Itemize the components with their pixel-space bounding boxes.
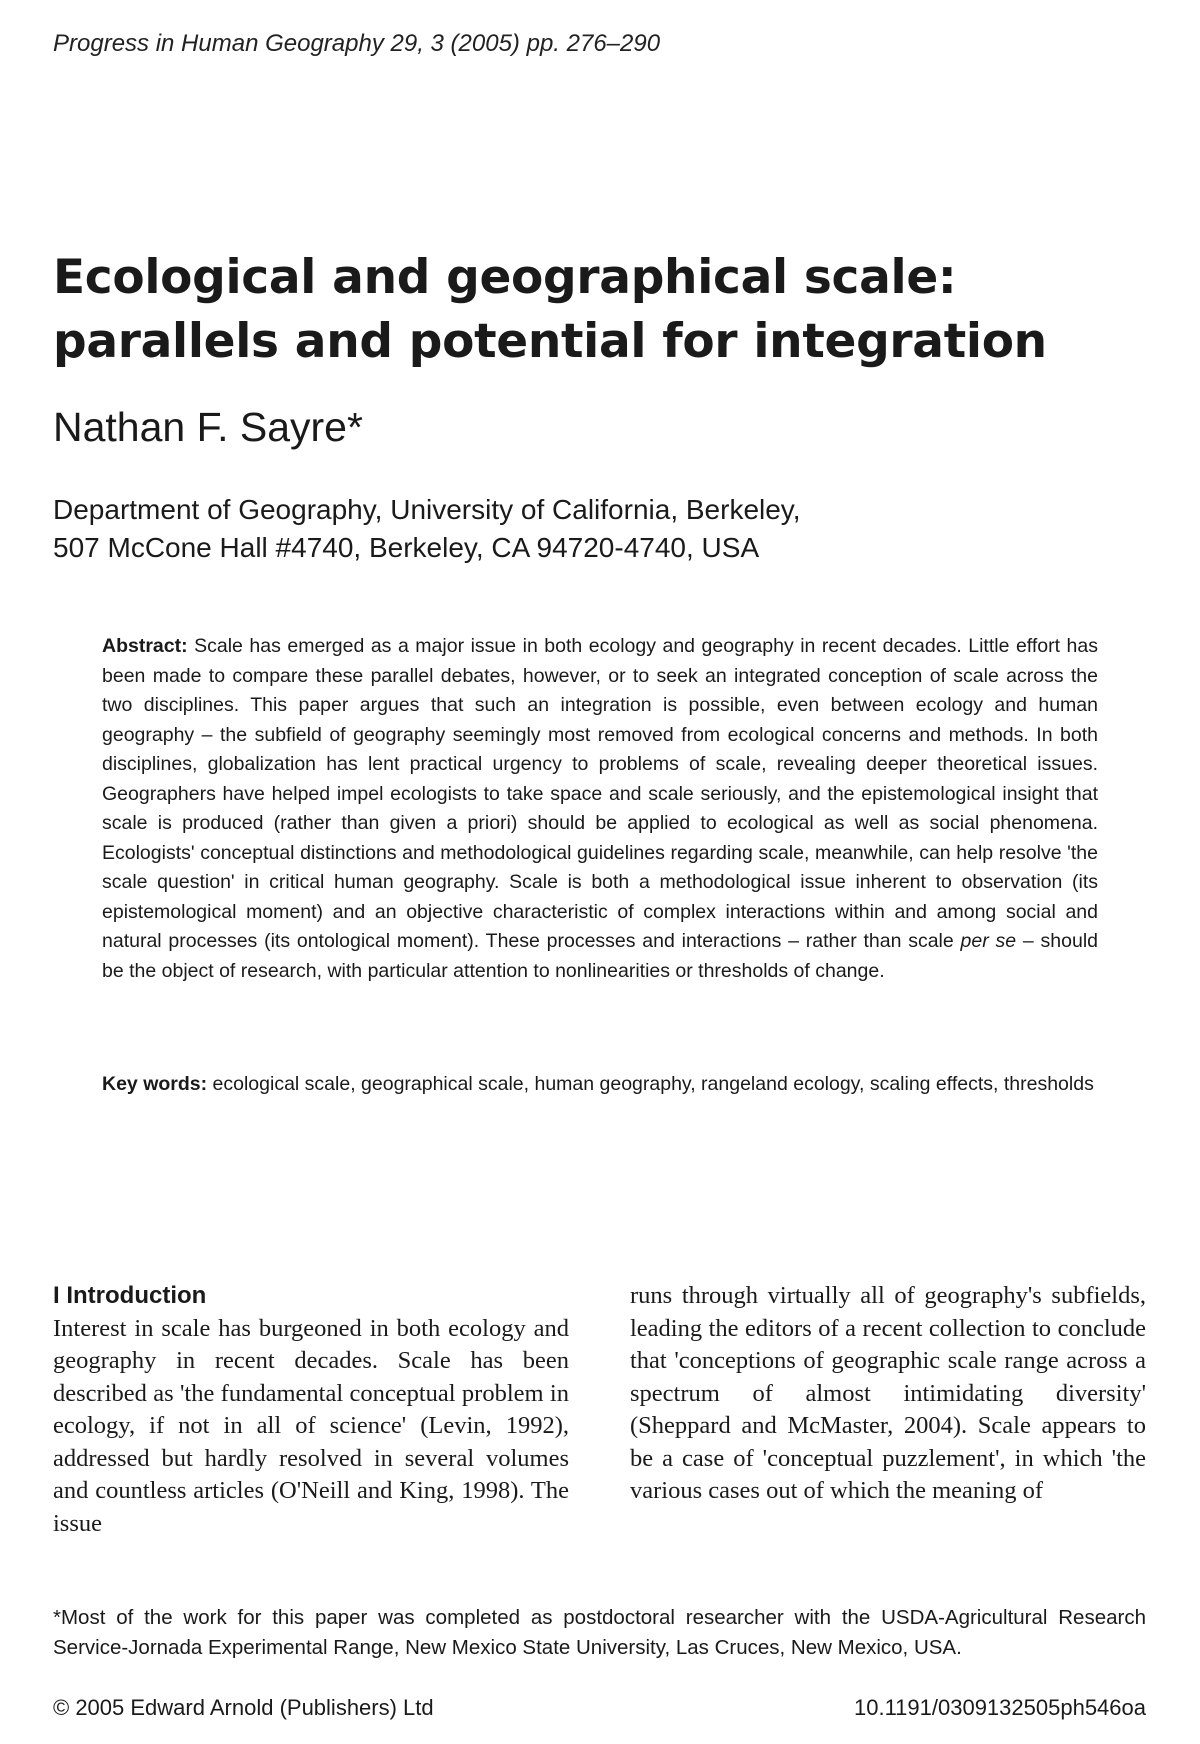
title-line-2: parallels and potential for integration <box>53 314 1047 369</box>
keywords-label: Key words: <box>102 1073 208 1095</box>
author-affiliation <box>53 491 1153 567</box>
abstract-text: Scale has emerged as a major issue in both ecology and geography in recent decades. Little effort has been made to compare these parallel debates, however, or to seek an integrated conception of scale across the two disciplines. This paper argues that such an integration is possible, even between ecology and human geography – the subfield of geography seemingly most removed from ecological concerns and methods. In both disciplines, globalization has lent practical urgency to problems of scale, revealing deeper theoretical issues. Geographers have helped impel ecologists to take space and scale seriously, and the epistemological insight that scale is produced (rather than given a priori) should be applied to ecological as well as social phenomena. Ecologists' conceptual distinctions and methodological guidelines regarding scale, meanwhile, can help resolve 'the scale question' in critical human geography. Scale is both a methodological issue inherent to observation (its epistemological moment) and an objective characteristic of complex interactions within and among social and natural processes (its ontological moment). These processes and interactions – rather than scale <box>102 635 1098 952</box>
affiliation-line-2: 507 McCone Hall #4740, Berkeley, CA 94720-4740, USA <box>53 532 760 563</box>
affiliation-line-1: Department of Geography, University of California, Berkeley, <box>53 494 801 525</box>
abstract <box>102 632 1098 986</box>
doi: 10.1191/0309132505ph546oa <box>853 1695 1146 1720</box>
author-name: Nathan F. Sayre* <box>53 404 363 450</box>
copyright-notice: © 2005 Edward Arnold (Publishers) Ltd <box>53 1695 434 1720</box>
intro-paragraph-right: runs through virtually all of geography's subfields, leading the editors of a recent collection to conclude that 'conceptions of geographic scale range across a spectrum of almost intimidating diversity' (Sheppard and McMaster, 2004). Scale appears to be a case of 'conceptual puzzlement', in which 'the various cases out of which the meaning of <box>630 1282 1146 1504</box>
journal-citation: Progress in Human Geography 29, 3 (2005) pp. 276–290 <box>53 30 661 57</box>
abstract-text-end: – should be the object of research, with particular attention to nonlinearities or thresholds of change. <box>102 930 1099 982</box>
keywords-text: ecological scale, geographical scale, human geography, rangeland ecology, scaling effects, thresholds <box>212 1073 1094 1095</box>
page-footer <box>53 1695 1146 1721</box>
section-heading-introduction: I Introduction <box>53 1282 207 1309</box>
author-footnote: *Most of the work for this paper was completed as postdoctoral researcher with the USDA-Agricultural Research Service-Jornada Experimental Range, New Mexico State University, Las Cruces, New Mexico, USA. <box>53 1606 1146 1659</box>
title-line-1: Ecological and geographical scale: <box>53 250 957 305</box>
intro-paragraph-left: Interest in scale has burgeoned in both ecology and geography in recent decades. Scale has been described as 'the fundamental conceptual problem in ecology, if not in all of science' (Levin, 1992), addressed but hardly resolved in several volumes and countless articles (O'Neill and King, 1998). The issue <box>53 1314 569 1537</box>
article-title <box>53 246 1153 374</box>
body-column-left <box>53 1280 569 1540</box>
abstract-label: Abstract: <box>102 635 188 657</box>
body-column-right <box>630 1280 1146 1508</box>
keywords <box>102 1070 1098 1100</box>
abstract-italic: per se <box>960 930 1017 952</box>
